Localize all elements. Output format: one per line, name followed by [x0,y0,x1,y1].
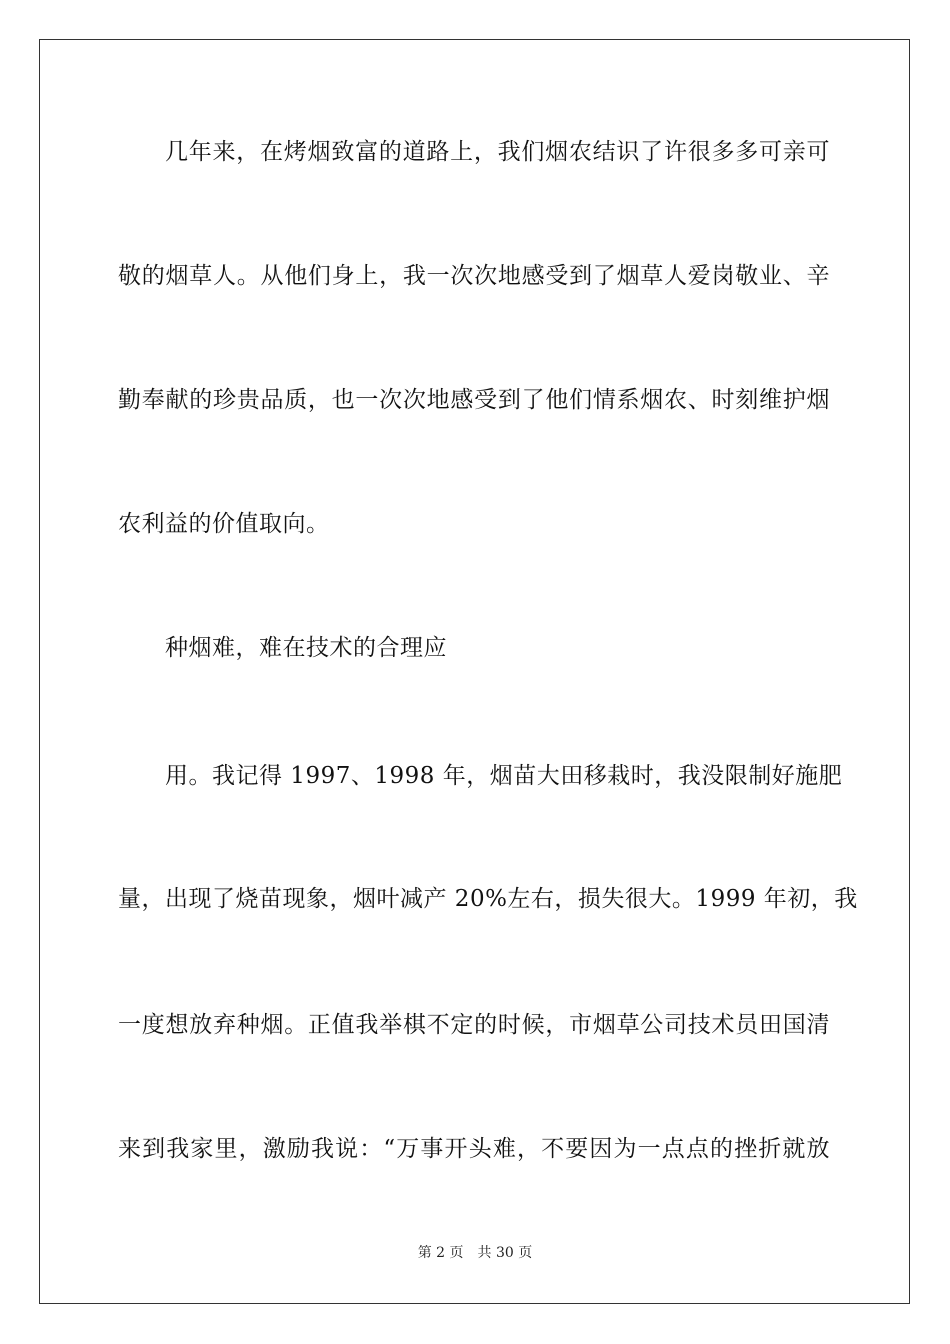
paragraph-line-3: 勤奉献的珍贵品质，也一次次地感受到了他们情系烟农、时刻维护烟 [118,387,830,413]
paragraph-line-8: 一度想放弃种烟。正值我举棋不定的时候，市烟草公司技术员田国清 [118,1012,830,1038]
page-footer [0,1244,950,1262]
paragraph-line-4: 农利益的价值取向。 [118,511,330,537]
paragraph-line-2: 敬的烟草人。从他们身上，我一次次地感受到了烟草人爱岗敬业、辛 [118,263,830,289]
paragraph-line-6: 用。我记得 1997、1998 年，烟苗大田移栽时，我没限制好施肥 [165,763,843,789]
paragraph-line-9: 来到我家里，激励我说：“万事开头难，不要因为一点点的挫折就放 [118,1136,830,1162]
page-total: 共 30 页 [477,1245,533,1261]
paragraph-line-1: 几年来，在烤烟致富的道路上，我们烟农结识了许很多多可亲可 [165,139,830,165]
paragraph-line-5: 种烟难，难在技术的合理应 [165,635,447,661]
page-border [39,39,910,1304]
paragraph-line-7: 量，出现了烧苗现象，烟叶减产 20%左右，损失很大。1999 年初，我 [118,886,858,912]
page-number: 第 2 页 [417,1245,464,1261]
